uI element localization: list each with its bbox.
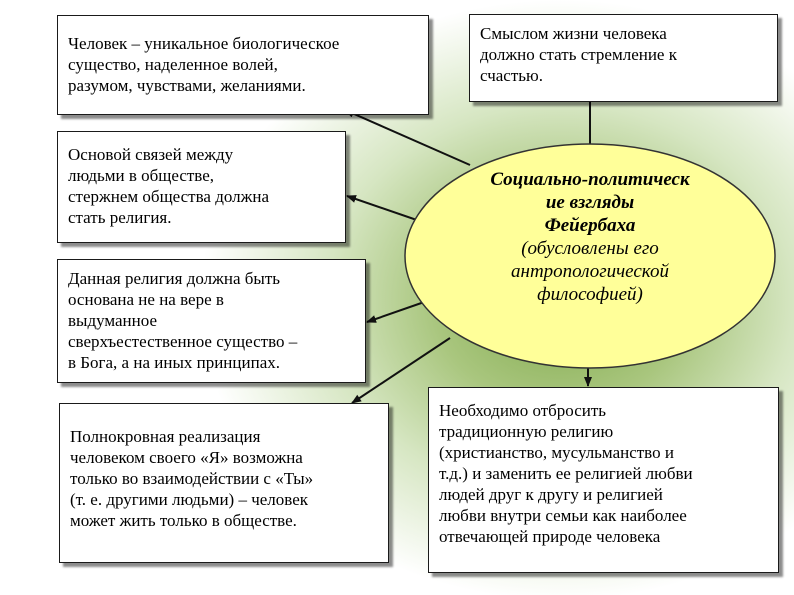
box-religion-of-love: Необходимо отбросить традиционную религию (христианство, мусульманство и т.д.) и заменить ее религией любви людей друг к другу и религией любви внутри семьи как наиболее отвечающей природе человека	[428, 387, 779, 573]
center-subtitle-line-1: (обусловлены его	[521, 238, 659, 259]
center-ellipse-text	[430, 168, 750, 306]
box-meaning-of-life: Смыслом жизни человека должно стать стремление к счастью.	[469, 14, 778, 102]
center-subtitle-line-3: философией)	[537, 284, 643, 305]
center-title-line-1: Социально-политическ	[490, 169, 690, 190]
box-religion-as-bond: Основой связей между людьми в обществе, стержнем общества должна стать религия.	[57, 131, 346, 243]
arrow-to-top-left	[345, 110, 470, 165]
arrow-to-religion	[367, 300, 430, 322]
center-title-line-3: Фейербаха	[544, 215, 636, 236]
box-unique-being: Человек – уникальное биологическое существо, наделенное волей, разумом, чувствами, желаниями.	[57, 15, 429, 115]
center-subtitle-line-2: антропологической	[511, 261, 669, 282]
center-title-line-2: ие взгляды	[545, 192, 635, 213]
box-self-and-other: Полнокровная реализация человеком своего «Я» возможна только во взаимодействии с «Ты» (т. е. другими людьми) – человек может жить только в обществе.	[59, 403, 389, 563]
box-religion-principles: Данная религия должна быть основана не на вере в выдуманное сверхъестественное существо – в Бога, а на иных принципах.	[57, 259, 366, 383]
